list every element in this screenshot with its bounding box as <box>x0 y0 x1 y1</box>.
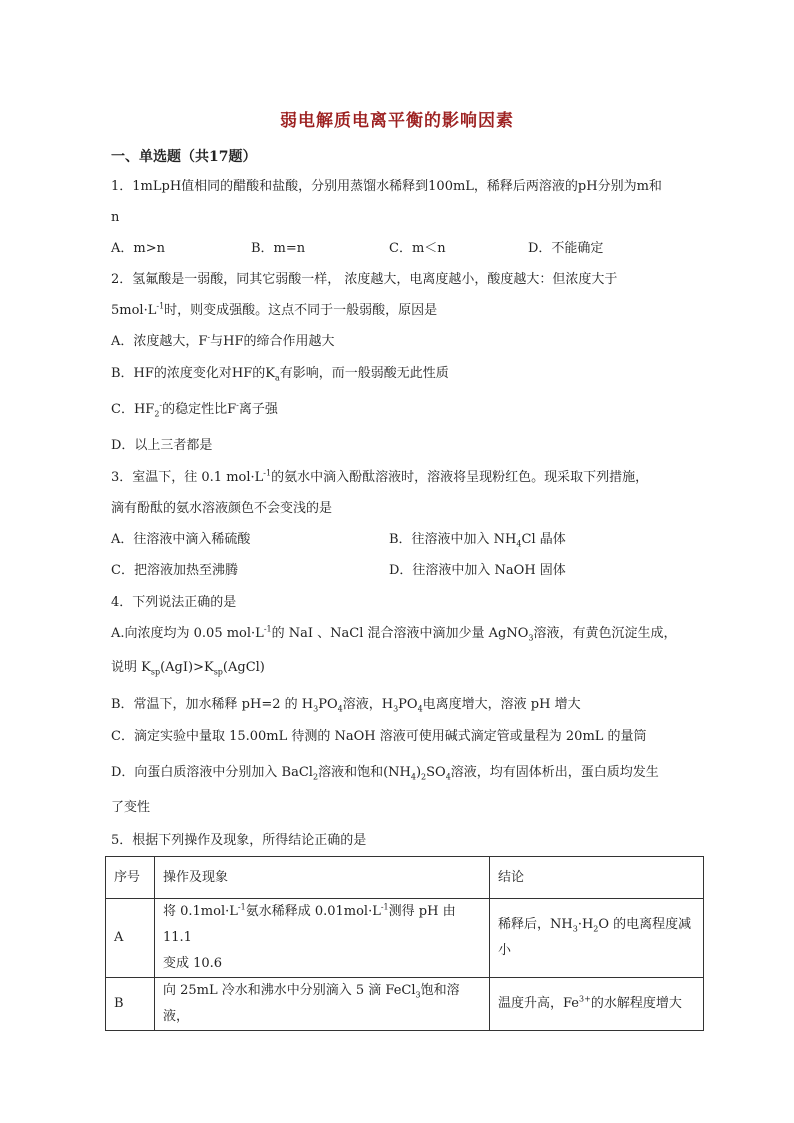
table-cell-operation: 向 25mL 冷水和沸水中分别滴入 5 滴 FeCl$_3$饱和溶液， <box>155 978 490 1031</box>
table-header-cell: 结论 <box>490 857 704 899</box>
q2-stem-line1: 2．氢氟酸是一弱酸，同其它弱酸一样， 浓度越大，电离度越小，酸度越大：但浓度大于 <box>111 272 618 287</box>
q1-option-b: B．m=n <box>251 241 306 256</box>
q1-option-c: C．m＜n <box>389 241 446 256</box>
q3-option-d: D．往溶液中加入 NaOH 固体 <box>389 563 566 578</box>
document-title: 弱电解质电离平衡的影响因素 <box>280 111 514 131</box>
q4-option-a-line1: A.向浓度均为 0.05 $mol\cdot L^{-1}$的 NaI 、NaCl 混合溶液中滴加少量 AgNO$_3$溶液，有黄色沉淀生成， <box>111 624 677 643</box>
q2-stem-line2: $5mol\cdot L^{-1}$时，则变成强酸。这点不同于一般弱酸，原因是 <box>111 301 438 318</box>
q2-option-b: B．HF的浓度变化对HF的$K_a$有影响，而一般弱酸无此性质 <box>111 366 449 383</box>
q4-option-a-line2: 说明 $K_{sp}(AgI)>K_{sp}(AgCl)$ <box>111 660 265 677</box>
q1-stem-line1: 1．1mLpH值相同的醋酸和盐酸，分别用蒸馏水稀释到100mL，稀释后两溶液的pH分别为m和 <box>111 179 662 194</box>
table-row <box>106 978 704 1031</box>
q2-option-d: D．以上三者都是 <box>111 438 213 453</box>
q4-option-c: C．滴定实验中量取 15.00mL 待测的 NaOH 溶液可使用碱式滴定管或量程为 20mL 的量筒 <box>111 729 647 744</box>
q3-option-c: C．把溶液加热至沸腾 <box>111 563 238 578</box>
section-heading: 一、单选题（共17题） <box>111 149 257 165</box>
table-header-cell: 操作及现象 <box>155 857 490 899</box>
table-cell-id: B <box>106 978 155 1031</box>
q4-option-d-line1: D．向蛋白质溶液中分别加入 BaCl$_2$溶液和饱和$(NH_4)_2SO_4$溶液，均有固体析出，蛋白质均发生 <box>111 765 659 782</box>
q2-option-c: C．$HF_2^-$的稳定性比F-离子强 <box>111 400 278 419</box>
q3-stem-line1: 3．室温下，往 0.1 $mol\cdot L^{-1}$的氨水中滴入酚酞溶液时，溶液将呈现粉红色。现采取下列措施， <box>111 468 649 485</box>
table-cell-conclusion: 稀释后，$NH_3\cdot H_2O$ 的电离程度减 小 <box>490 899 704 978</box>
table-cell-operation: 将 $0.1mol\cdot L^{-1}$氨水稀释成 $0.01mol\cdot L^{-1}$测得 pH 由 11.1 变成 10.6 <box>155 899 490 978</box>
q4-option-b: B．常温下，加水稀释 pH=2 的 $H_3PO_4$溶液，$H_3PO_4$电离度增大，溶液 pH 增大 <box>111 697 581 714</box>
table-cell-id: A <box>106 899 155 978</box>
q1-stem-line2: n <box>111 210 120 225</box>
table-header-cell: 序号 <box>106 857 155 899</box>
q5-table <box>105 856 704 1031</box>
table-cell-conclusion: 温度升高，$Fe^{3+}$的水解程度增大 <box>490 978 704 1031</box>
q4-stem: 4．下列说法正确的是 <box>111 595 237 610</box>
q3-stem-line2: 滴有酚酞的氨水溶液颜色不会变浅的是 <box>111 501 333 516</box>
q5-stem: 5．根据下列操作及现象，所得结论正确的是 <box>111 833 367 848</box>
table-row <box>106 899 704 978</box>
q1-option-d: D．不能确定 <box>528 241 604 256</box>
q2-option-a: A．浓度越大，F-与HF的缔合作用越大 <box>111 332 335 349</box>
table-header-row <box>106 857 704 899</box>
q1-option-a: A．m>n <box>111 241 165 256</box>
q3-option-b: B．往溶液中加入 $NH_4Cl$ 晶体 <box>389 532 566 549</box>
q4-option-d-line2: 了变性 <box>111 800 151 815</box>
q3-option-a: A．往溶液中滴入稀硫酸 <box>111 532 251 547</box>
